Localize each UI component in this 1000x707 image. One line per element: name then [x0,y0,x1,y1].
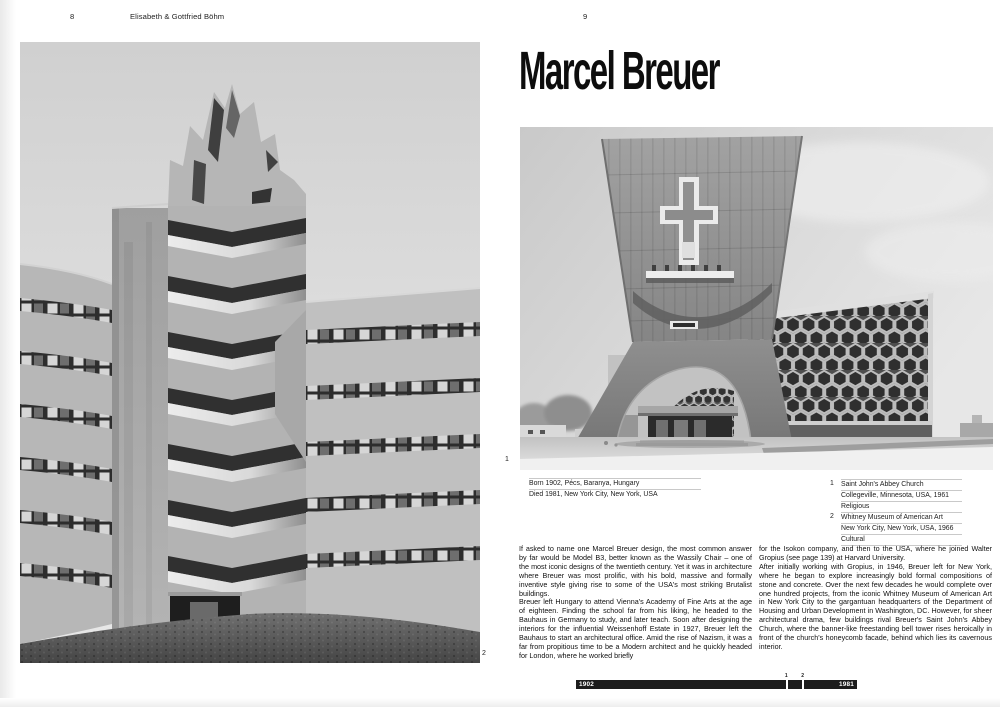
timeline-marker-label: 2 [801,673,804,679]
caption-line: Whitney Museum of American Art [841,512,962,523]
body-column-1 [519,545,752,661]
timeline-marker-label: 1 [784,673,788,679]
building-captions [830,479,962,546]
figure-ref-left: 2 [482,650,486,657]
page-bottom-shadow [0,698,1000,707]
bio-died-line: Died 1981, New York City, New York, USA [529,489,701,500]
caption-line: Cultural [841,534,962,546]
timeline-end-year: 1981 [838,680,854,688]
running-head: Elisabeth & Gottfried Böhm [130,12,225,21]
caption-number: 2 [830,513,834,520]
paragraph: If asked to name one Marcel Breuer design, the most common answer by far would be Model B3, better known as the Wassily Chair – one of the most iconic designs of the twentieth century. Yet it was in architecture where Breuer was most prolific, with his bold, massive and formally inventive style giving rise to some of the USA's most striking Brutalist buildings. [519,544,752,598]
bohm-tower-illustration [20,42,480,663]
paragraph: After initially working with Gropius, in 1946, Breuer left for New York, where he began to explore increasingly bold formal compositions of stone and concrete. Over the next few decades he would complete over one hundred projects, from the iconic Whitney Museum of American Art in New York City to the gargantuan headquarters of the Department of Housing and Urban Development in Washington, DC. However, for sheer architectural drama, few buildings rival Breuer's Saint John's Abbey Church, where the banner-like freestanding bell tower rises heroically in front of the church's honeycomb facade, behind which lies its cavernous interior. [759,561,992,651]
timeline-marker-2 [801,673,804,689]
body-column-2 [759,545,992,661]
abbey-illustration [520,127,993,470]
article-body [519,545,992,661]
building-caption-entry [830,512,962,546]
caption-line: Religious [841,501,962,512]
plaza-ground [520,437,993,470]
timeline-start-year: 1902 [579,680,595,688]
timeline-marker-1 [784,673,788,689]
caption-line: New York City, New York, USA, 1966 [841,523,962,534]
left-wing [20,264,112,644]
building-caption-entry [830,479,962,512]
bio-caption [529,478,701,500]
life-timeline [576,673,857,689]
article-title: Marcel Breuer [519,41,719,101]
page-number-left: 8 [70,12,75,21]
paragraph: for the Isokon company, and then to the USA, where he joined Walter Gropius (see page 139) at Harvard University. [759,544,992,562]
page-number-right: 9 [583,12,588,21]
bio-born-line: Born 1902, Pécs, Baranya, Hungary [529,478,701,489]
abbey-photo [520,127,993,470]
tower-pylon [112,204,168,644]
page-edge-shadow [0,0,16,707]
paragraph: Breuer left Hungary to attend Vienna's Academy of Fine Arts at the age of eighteen. Finding the school far from his liking, he headed to the Bauhaus in Germany to study, and later teach. Soon after designing the interiors for the influential Weissenhoff Estate in 1927, Breuer left the Bauhaus to start an architectural office. Amid the rise of Nazism, it was a far from propitious time to be a Modern architect and he quickly headed for London, where he worked briefly [519,597,752,660]
left-page-photo [20,42,480,663]
figure-ref-right: 1 [505,456,509,463]
caption-number: 1 [830,480,834,487]
right-wing [306,288,480,634]
caption-line: Saint John's Abbey Church [841,479,962,490]
caption-line: Collegeville, Minnesota, USA, 1961 [841,490,962,501]
